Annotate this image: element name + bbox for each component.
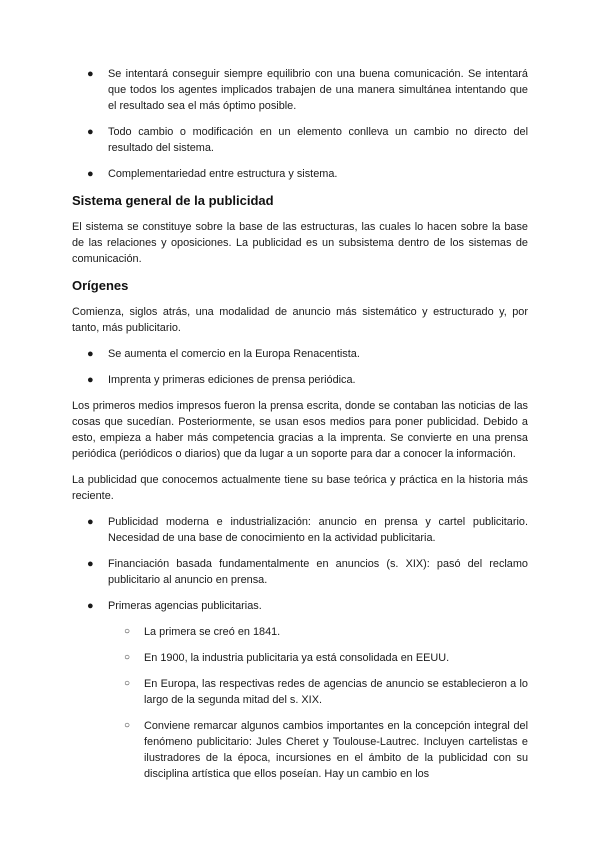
sub-list-item-text: Conviene remarcar algunos cambios importantes en la concepción integral del fenómeno publicitario: Jules Cheret y Toulouse-Lautrec. Incluyen cartelistas e ilustradores de la época, incursiones en el ámbito de la publicidad con su disciplina artística que ellos poseían. Hay un cambio en los <box>144 720 528 780</box>
list-item <box>87 598 528 782</box>
sub-list-item <box>124 624 528 640</box>
list-item <box>87 514 528 546</box>
list-item-text: Se intentará conseguir siempre equilibrio con una buena comunicación. Se intentará que todos los agentes implicados trabajen de una manera simultánea intentando que el resultado sea el más óptimo posible. <box>108 68 528 112</box>
list-item-text: Imprenta y primeras ediciones de prensa periódica. <box>108 374 356 386</box>
list-item-text: Financiación basada fundamentalmente en anuncios (s. XIX): pasó del reclamo publicitario al anuncio en prensa. <box>108 558 528 586</box>
sub-list-item <box>124 650 528 666</box>
list-item-text: Primeras agencias publicitarias. <box>108 600 262 612</box>
list-item-text: Se aumenta el comercio en la Europa Renacentista. <box>108 348 360 360</box>
bullet-marker: ● <box>87 126 94 138</box>
list-item-text: Todo cambio o modificación en un elemento conlleva un cambio no directo del resultado del sistema. <box>108 126 528 154</box>
sub-bullet-marker: ○ <box>124 652 131 663</box>
sub-list-agencias <box>108 624 528 782</box>
sub-list-item-text: La primera se creó en 1841. <box>144 626 281 638</box>
sub-bullet-marker: ○ <box>124 720 131 731</box>
bullet-list-origenes <box>72 346 528 388</box>
bullet-marker: ● <box>87 600 94 612</box>
list-item-text: Complementariedad entre estructura y sistema. <box>108 168 338 180</box>
paragraph-publicidad-actual: La publicidad que conocemos actualmente tiene su base teórica y práctica en la historia más reciente. <box>72 474 528 502</box>
paragraph-sistema: El sistema se constituye sobre la base de las estructuras, las cuales lo hacen sobre la base de las relaciones y oposiciones. La publicidad es un subsistema dentro de los sistemas de comunicación. <box>72 221 528 265</box>
list-item <box>87 556 528 588</box>
list-item <box>87 372 528 388</box>
sub-list-item <box>124 718 528 782</box>
list-item <box>87 66 528 114</box>
bullet-marker: ● <box>87 68 94 80</box>
bullet-marker: ● <box>87 168 94 180</box>
page-content <box>72 66 528 792</box>
heading-origenes: Orígenes <box>72 278 129 293</box>
list-item-text: Publicidad moderna e industrialización: anuncio en prensa y cartel publicitario. Necesidad de una base de conocimiento en la actividad publicitaria. <box>108 516 528 544</box>
sub-bullet-marker: ○ <box>124 678 131 689</box>
list-item <box>87 346 528 362</box>
list-item <box>87 166 528 182</box>
bullet-marker: ● <box>87 558 94 570</box>
bullet-marker: ● <box>87 348 94 360</box>
bullet-list-historia <box>72 514 528 782</box>
bullet-marker: ● <box>87 374 94 386</box>
sub-list-item-text: En 1900, la industria publicitaria ya está consolidada en EEUU. <box>144 652 450 664</box>
sub-list-item-text: En Europa, las respectivas redes de agencias de anuncio se establecieron a lo largo de la segunda mitad del s. XIX. <box>144 678 528 706</box>
list-item <box>87 124 528 156</box>
sub-bullet-marker: ○ <box>124 626 131 637</box>
paragraph-origenes-intro: Comienza, siglos atrás, una modalidad de anuncio más sistemático y estructurado y, por tanto, más publicitario. <box>72 306 528 334</box>
bullet-marker: ● <box>87 516 94 528</box>
sub-list-item <box>124 676 528 708</box>
heading-sistema-general: Sistema general de la publicidad <box>72 193 274 208</box>
bullet-list-principles <box>72 66 528 182</box>
paragraph-medios-impresos: Los primeros medios impresos fueron la prensa escrita, donde se contaban las noticias de las cosas que sucedían. Posteriormente, se usan esos medios para poner publicidad. Debido a esto, empieza a haber más competencia gracias a la imprenta. Se convierte en una prensa periódica (periódicos o diarios) que da lugar a un soporte para dar a conocer la información. <box>72 400 528 460</box>
